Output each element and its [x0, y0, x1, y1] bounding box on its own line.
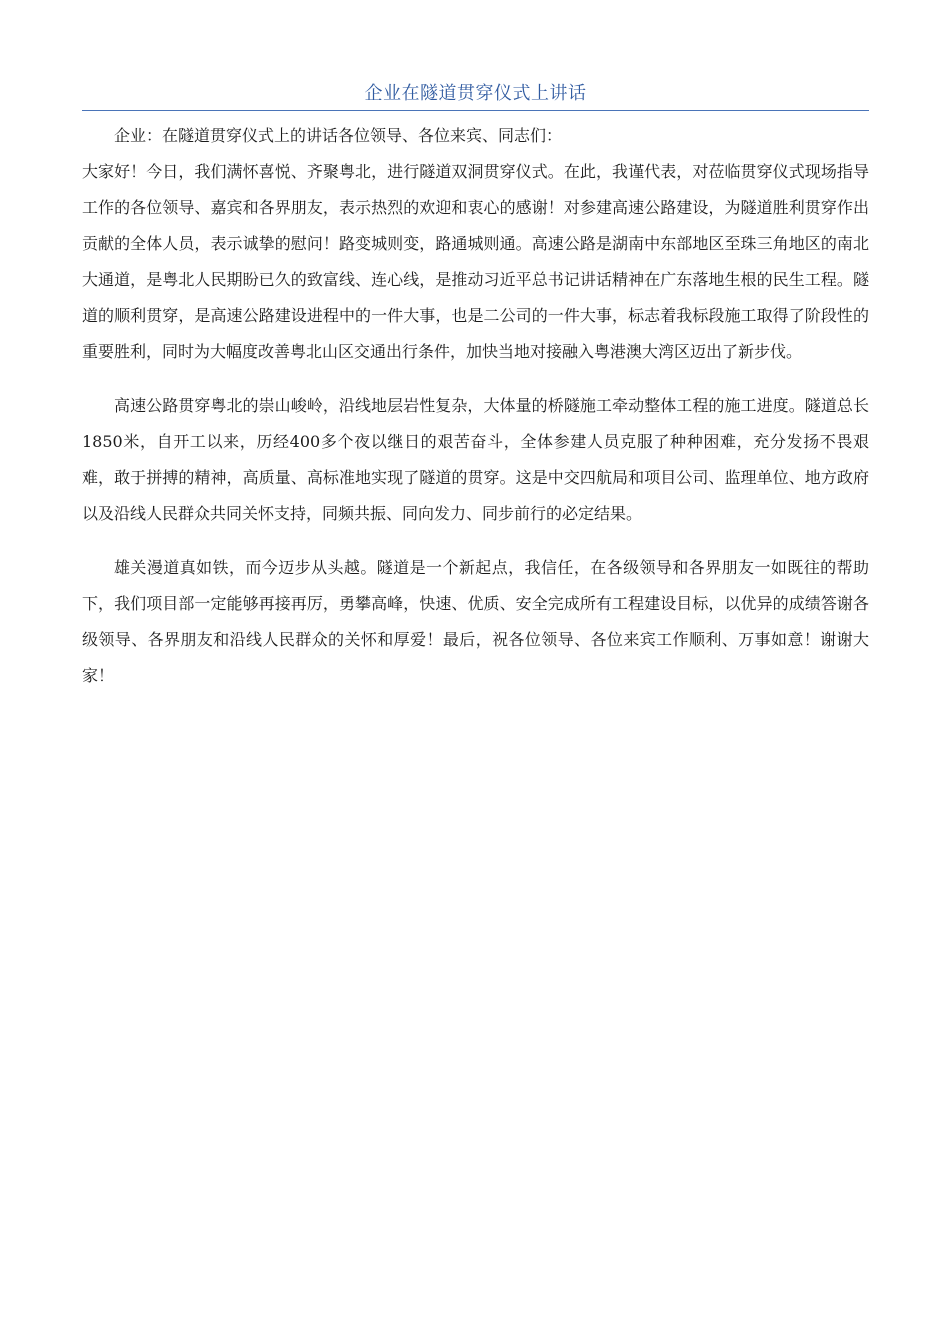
- salutation-paragraph: 企业：在隧道贯穿仪式上的讲话各位领导、各位来宾、同志们：: [114, 126, 563, 145]
- body-paragraph-1: 大家好！今日，我们满怀喜悦、齐聚粤北，进行隧道双洞贯穿仪式。在此，我谨代表，对莅临贯穿仪式现场指导工作的各位领导、嘉宾和各界朋友，表示热烈的欢迎和衷心的感谢！对参建高速公路建设，为隧道胜利贯穿作出贡献的全体人员，表示诚挚的慰问！路变城则变，路通城则通。高速公路是湖南中东部地区至珠三角地区的南北大通道，是粤北人民期盼已久的致富线、连心线，是推动习近平总书记讲话精神在广东落地生根的民生工程。隧道的顺利贯穿，是高速公路建设进程中的一件大事，也是二公司的一件大事，标志着我标段施工取得了阶段性的重要胜利，同时为大幅度改善粤北山区交通出行条件，加快当地对接融入粤港澳大湾区迈出了新步伐。: [82, 162, 869, 361]
- body-paragraph-2: 高速公路贯穿粤北的崇山峻岭，沿线地层岩性复杂，大体量的桥隧施工牵动整体工程的施工进度。隧道总长1850米，自开工以来，历经400多个夜以继日的艰苦奋斗，全体参建人员克服了种种困难，充分发扬不畏艰难，敢于拼搏的精神，高质量、高标准地实现了隧道的贯穿。这是中交四航局和项目公司、监理单位、地方政府以及沿线人民群众共同关怀支持，同频共振、同向发力、同步前行的必定结果。: [82, 396, 869, 523]
- page-title: 企业在隧道贯穿仪式上讲话: [364, 83, 587, 104]
- page-header: [82, 80, 869, 111]
- document-body: [82, 118, 869, 694]
- body-paragraph-3: 雄关漫道真如铁，而今迈步从头越。隧道是一个新起点，我信任，在各级领导和各界朋友一如既往的帮助下，我们项目部一定能够再接再厉，勇攀高峰，快速、优质、安全完成所有工程建设目标，以优异的成绩答谢各级领导、各界朋友和沿线人民群众的关怀和厚爱！最后，祝各位领导、各位来宾工作顺利、万事如意！谢谢大家！: [82, 558, 869, 685]
